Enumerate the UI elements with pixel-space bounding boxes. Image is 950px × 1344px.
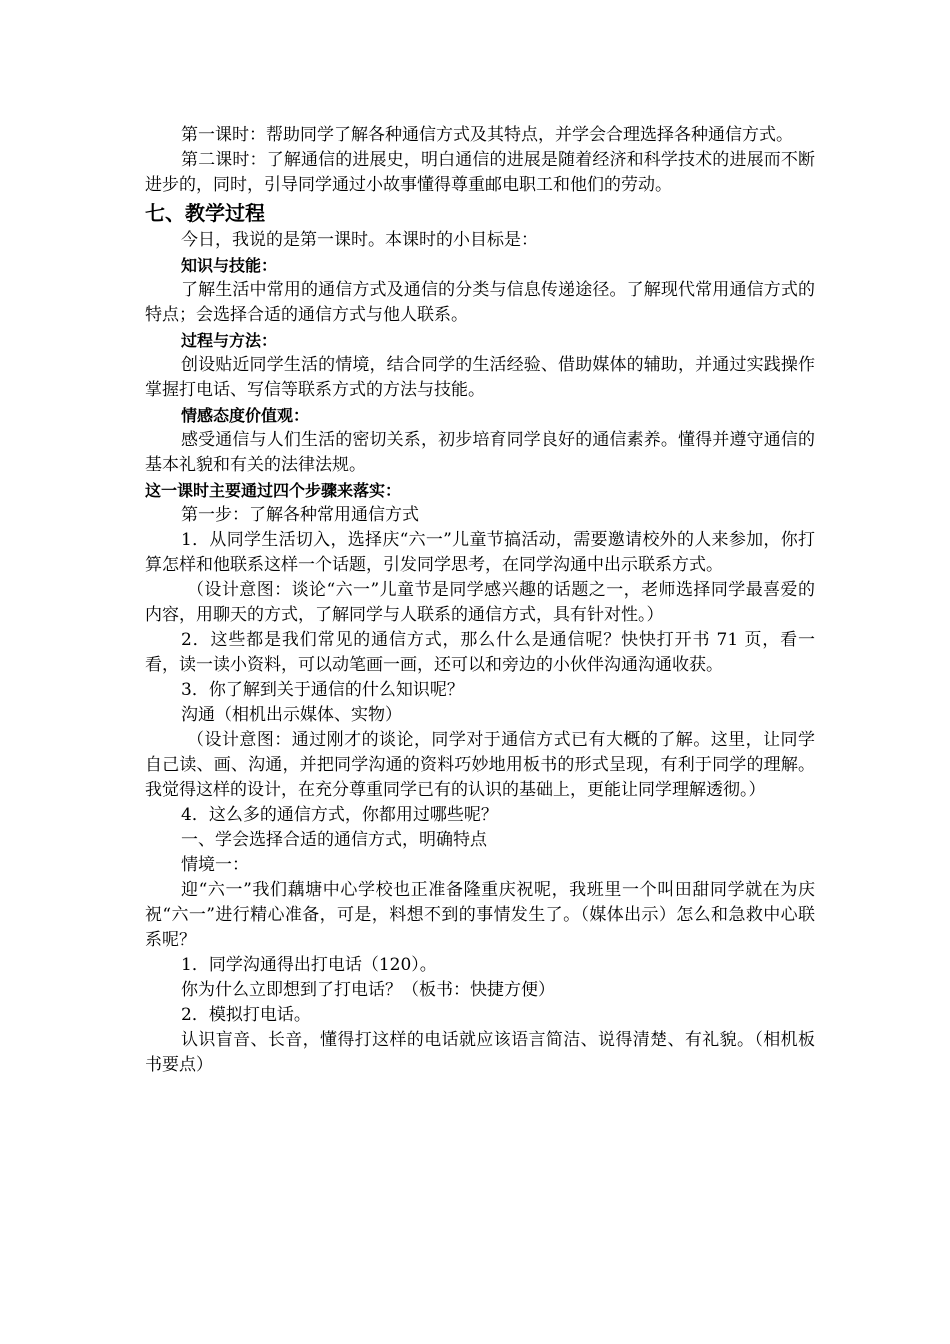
item-3-paragraph: 3．你了解到关于通信的什么知识呢？ [181, 680, 464, 700]
lesson-one-paragraph: 第一课时：帮助同学了解各种通信方式及其特点，并学会合理选择各种通信方式。 [181, 125, 793, 145]
subheading-emotion-values: 情感态度价值观： [181, 406, 310, 425]
intro-paragraph: 今日，我说的是第一课时。本课时的小目标是： [181, 230, 538, 250]
scenario-item-2-paragraph: 2．模拟打电话。 [181, 1005, 311, 1025]
subheading-four-steps: 这一课时主要通过四个步骤来落实： [145, 481, 402, 500]
step-one-paragraph: 第一步：了解各种常用通信方式 [181, 505, 419, 525]
subheading-process-method: 过程与方法： [181, 331, 278, 350]
why-phone-paragraph: 你为什么立即想到了打电话？（板书：快捷方便） [181, 980, 555, 1000]
communication-paragraph: 沟通（相机出示媒体、实物） [181, 705, 402, 725]
tone-recognition-paragraph: 认识盲音、长音，懂得打这样的电话就应该语言简洁、说得清楚、有礼貌。（相机板书要点） [145, 1030, 815, 1075]
document-page [145, 123, 815, 1078]
item-2-paragraph: 2．这些都是我们常见的通信方式，那么什么是通信呢？快快打开书 71 页，看一看，读一读小资料，可以动笔画一画，还可以和旁边的小伙伴沟通沟通收获。 [145, 630, 815, 675]
item-4-paragraph: 4．这么多的通信方式，你都用过哪些呢？ [181, 805, 498, 825]
section-heading-teaching-process: 七、教学过程 [145, 201, 265, 225]
process-paragraph: 创设贴近同学生活的情境，结合同学的生活经验、借助媒体的辅助，并通过实践操作掌握打电话、写信等联系方式的方法与技能。 [145, 355, 815, 400]
design-intent-2-paragraph: （设计意图：通过刚才的谈论，同学对于通信方式已有大概的了解。这里，让同学自己读、画、沟通，并把同学沟通的资料巧妙地用板书的形式呈现，有利于同学的理解。我觉得这样的设计，在充分尊重同学已有的认识的基础上，更能让同学理解透彻。） [145, 730, 815, 800]
scenario-one-label: 情境一： [181, 855, 249, 875]
scenario-item-1-paragraph: 1．同学沟通得出打电话（120）。 [181, 955, 437, 975]
lesson-two-paragraph: 第二课时：了解通信的进展史，明白通信的进展是随着经济和科学技术的进展而不断进步的，同时，引导同学通过小故事懂得尊重邮电职工和他们的劳动。 [145, 150, 815, 195]
knowledge-paragraph: 了解生活中常用的通信方式及通信的分类与信息传递途径。了解现代常用通信方式的特点；会选择合适的通信方式与他人联系。 [145, 280, 815, 325]
section-one-paragraph: 一、学会选择合适的通信方式，明确特点 [181, 830, 487, 850]
emotion-paragraph: 感受通信与人们生活的密切关系，初步培育同学良好的通信素养。懂得并遵守通信的基本礼貌和有关的法律法规。 [145, 430, 815, 475]
scenario-one-paragraph: 迎“六一”我们藕塘中心学校也正准备隆重庆祝呢，我班里一个叫田甜同学就在为庆祝“六一”进行精心准备，可是，料想不到的事情发生了。（媒体出示）怎么和急救中心联系呢？ [145, 880, 815, 950]
item-1-paragraph: 1．从同学生活切入，选择庆“六一”儿童节搞活动，需要邀请校外的人来参加，你打算怎样和他联系这样一个话题，引发同学思考，在同学沟通中出示联系方式。 [145, 530, 815, 575]
subheading-knowledge-skills: 知识与技能： [181, 256, 278, 275]
design-intent-1-paragraph: （设计意图：谈论“六一”儿童节是同学感兴趣的话题之一，老师选择同学最喜爱的内容，用聊天的方式，了解同学与人联系的通信方式，具有针对性。） [145, 580, 815, 625]
